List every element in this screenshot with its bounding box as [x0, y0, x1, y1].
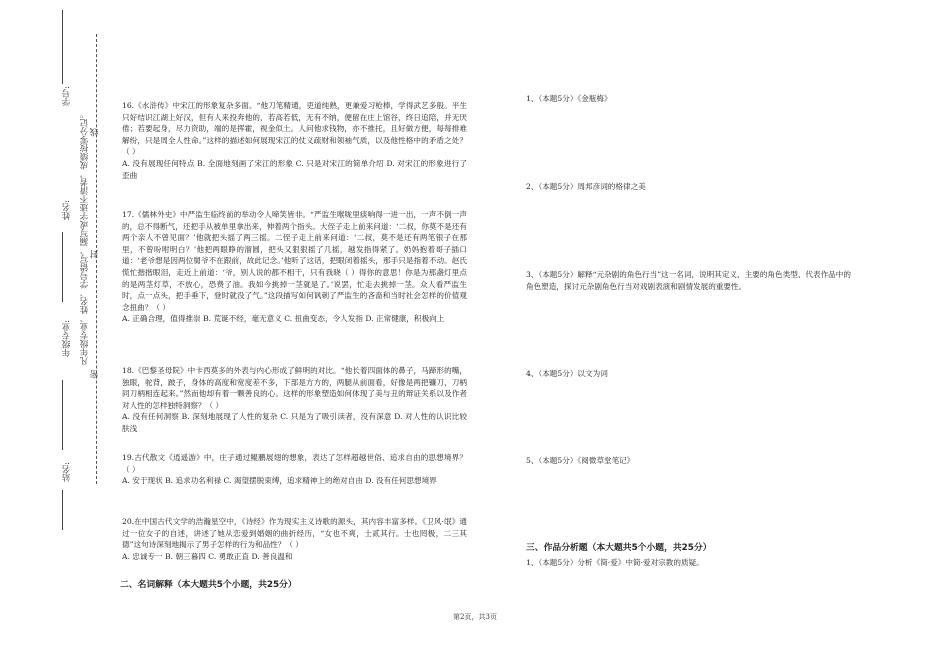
question-options: A. 忠诚专一 B. 朝三暮四 C. 勇敢正直 D. 善良温和 [122, 551, 293, 561]
term-item-3: 3、（本题5分）解释“元杂剧的角色行当”这一名词，说明其定义、主要的角色类型、代表作品中的角色塑造，探讨元杂剧角色行当对戏剧表演和剧情发展的重要性。 [526, 270, 851, 291]
term-item-5: 5、（本题5分）《阅微草堂笔记》 [526, 456, 635, 465]
warning-text: 凡年级专业、姓名、学号错写、漏写或字迹不清者，成绩按零分记。 [80, 110, 90, 365]
question-stem: 16.《水浒传》中宋江的形象复杂多面。“他刀笔精通，吏道纯熟，更兼爱习枪棒，学得武艺多般。平生只好结识江湖上好汉，但有人来投奔他的，若高若低，无有不纳，便留在庄上馆谷，终日追陪，并无厌倦；若要起身，尽力资助，端的是挥霍，视金似土。人问他求钱物，亦不推托，且好做方便，每每排难解纷，只是周全人性命。”这样的描述如何展现宋江的仗义疏财和领袖气质，以及他性格中的矛盾之处？（ ） [122, 101, 467, 157]
question-16 [122, 100, 467, 181]
term-item-4: 4、（本题5分）以文为词 [526, 369, 608, 378]
class-line [62, 380, 64, 450]
term-item-2: 2、（本题5分）周邦彦词的格律之美 [526, 182, 646, 191]
question-18 [122, 365, 467, 435]
question-options: A. 没有任何洞察 B. 深刻地展现了人性的复杂 C. 只是为了吸引读者，没有深意 D. 对人性的认识比较肤浅 [122, 412, 467, 433]
question-stem: 18.《巴黎圣母院》中卡西莫多的外表与内心形成了鲜明的对比。“他长着四面体的鼻子，马蹄形的嘴，独眼，驼背，跛子，身体的高度和宽度差不多，下部是方方的，两腿从前面看，好像是两把镰刀，刀柄同刀柄相连起来。”然而他却有着一颗善良的心。这样的形象塑造如何体现了美与丑的辩证关系以及作者对人性的怎样独特洞察？（ ） [122, 366, 467, 410]
binding-dashed-line [96, 34, 97, 484]
name-line [62, 232, 64, 302]
student-id-line [62, 10, 64, 84]
question-19 [122, 452, 467, 487]
question-20 [122, 516, 467, 562]
section-2-title: 二、名词解释（本大题共5个小题，共25分） [120, 580, 297, 590]
student-id-label: 学号: [62, 86, 72, 106]
seal-mark-line: 线 [90, 128, 100, 137]
school-label: 站名: [62, 462, 72, 482]
page-footer: 第2页，共3页 [453, 613, 497, 621]
question-stem: 20.在中国古代文学的浩瀚星空中，《诗经》作为现实主义诗歌的源头，其内容丰富多样。《卫风·氓》通过一位女子的自述，讲述了她从恋爱到婚姻的曲折经历，“女也不爽，士贰其行。士也罔极，二三其德”这句诗深刻地揭示了男子怎样的行为和品性？（ ） [122, 517, 467, 550]
question-stem: 19.古代散文《逍遥游》中，庄子通过鲲鹏展翅的想象，表达了怎样超越世俗、追求自由的思想境界？（ ） [122, 453, 467, 474]
seal-mark-secret: 密 [90, 370, 100, 379]
question-options: A. 正确合理，值得推崇 B. 荒诞不经，毫无意义 C. 扭曲变态，令人发指 D. 正常健康，积极向上 [122, 314, 445, 324]
question-options: A. 没有展现任何特点 B. 全面地刻画了宋江的形象 C. 只是对宋江的简单介绍 D. 对宋江的形象进行了歪曲 [122, 158, 467, 180]
question-17 [122, 209, 467, 325]
question-options: A. 安于现状 B. 追求功名利禄 C. 渴望摆脱束缚，追求精神上的绝对自由 D. 没有任何思想境界 [122, 476, 437, 486]
school-line [62, 490, 64, 530]
section-3-title: 三、作品分析题（本大题共5个小题，共25分） [526, 543, 712, 553]
analysis-item-1: 1、（本题5分）分析《简·爱》中简·爱对宗教的质疑。 [526, 558, 704, 567]
seal-mark-seal: 封 [90, 250, 100, 259]
name-label: 姓名: [62, 200, 72, 220]
term-item-1: 1、（本题5分）《金瓶梅》 [526, 94, 612, 103]
question-stem: 17.《儒林外史》中严监生临终前的举动令人啼笑皆非。“严监生喉咙里痰响得一进一出，一声不倒一声的，总不得断气，还把手从被单里拿出来，伸着两个指头。大侄子走上前来问道：‘二叔，你莫不是还有两个亲人不曾见面？’他就把头摇了两三摇。二侄子走上前来问道：‘二叔，莫不是还有两笔银子在那里，不曾吩咐明白？’他把两眼睁的溜圆，把头又狠狠摇了几摇，越发指得紧了。奶妈抱着哥子插口道：‘老爷想是因两位舅爷不在跟前，故此记念。’他听了这话，把眼闭着摇头，那手只是指着不动。赵氏慌忙揩揩眼泪，走近上前道：‘爷，别人说的都不相干，只有我晓（ ）得你的意思！你是为那盏灯里点的是两茎灯草，不放心，恐费了油。我如今挑掉一茎就是了。’说罢，忙走去挑掉一茎。众人看严监生时，点一点头，把手垂下，登时就没了气。”这段描写如何讽刺了严监生的吝啬和当时社会怎样的价值观念扭曲？（ ） [122, 210, 467, 312]
class-label: 年级专业: [62, 320, 72, 357]
